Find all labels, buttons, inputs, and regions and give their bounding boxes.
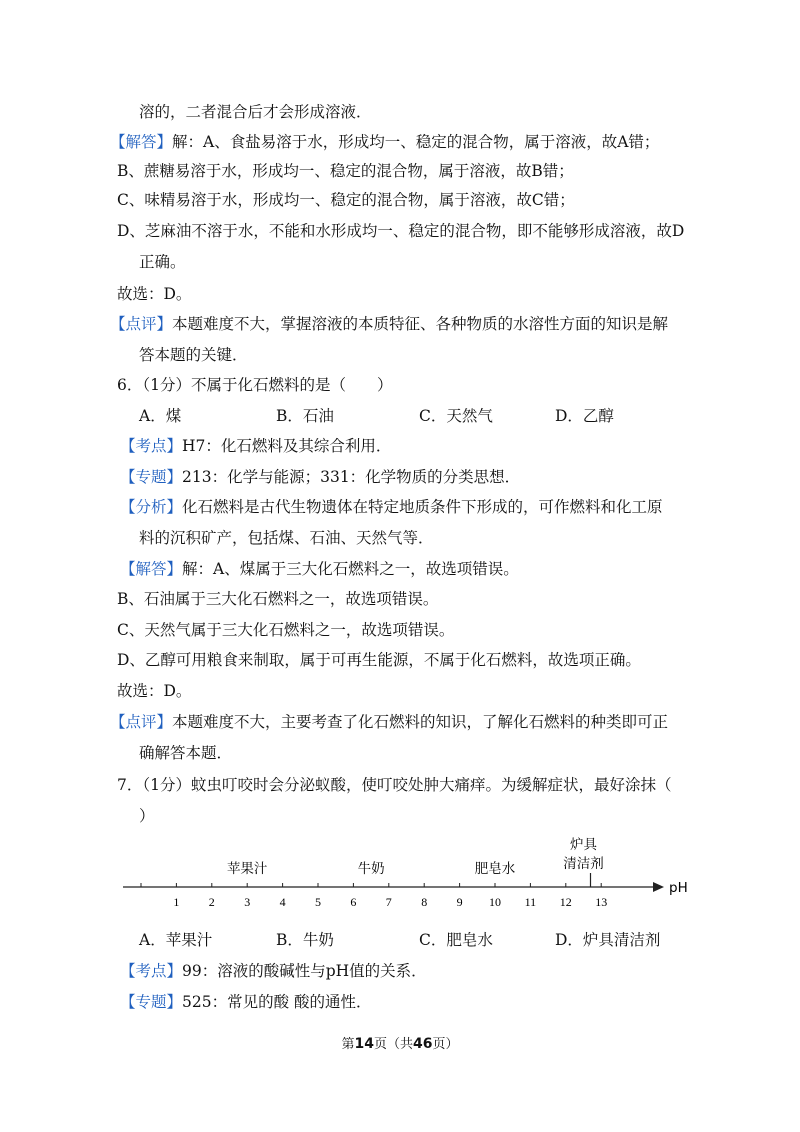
text-line: 【解答】解：A、煤属于三大化石燃料之一，故选项错误。 [120,560,519,578]
text-line: B、石油属于三大化石燃料之一，故选项错误。 [117,590,439,608]
ph-marker-label: 清洁剂 [563,856,604,872]
ph-tick-label: 11 [524,895,537,909]
q6-option-c: C．天然气 [419,407,493,425]
ph-marker-label: 牛奶 [357,861,385,877]
ph-tick-label: 8 [421,895,428,909]
text-line: 【点评】本题难度不大，掌握溶液的本质特征、各种物质的水溶性方面的知识是解 [110,315,669,333]
text-line: 【解答】解：A、食盐易溶于水，形成均一、稳定的混合物，属于溶液，故A错； [110,133,660,151]
ph-tick-label: 1 [173,895,180,909]
text-line: 【专题】213：化学与能源；331：化学物质的分类思想． [120,468,521,486]
section-tag: 【点评】 [110,713,173,731]
page-number: 14 [354,1036,374,1052]
text-line: 故选：D。 [117,285,192,303]
section-tag: 【解答】 [110,133,173,151]
section-tag: 【专题】 [120,993,183,1011]
text-line: B、蔗糖易溶于水，形成均一、稳定的混合物，属于溶液，故B错； [117,162,574,180]
ph-tick-label: 5 [315,895,321,909]
q7-option-d: D．炉具清洁剂 [555,931,661,949]
ph-tick-label: 3 [244,895,251,909]
text-line: 【考点】99：溶液的酸碱性与pH值的关系． [120,962,427,980]
ph-tick-label: 10 [489,895,501,909]
text-line: C、天然气属于三大化石燃料之一，故选项错误。 [117,621,455,639]
section-tag: 【考点】 [120,962,183,980]
text-line: C、味精易溶于水，形成均一、稳定的混合物，属于溶液，故C错； [117,191,575,209]
ph-tick-label: 2 [208,895,215,909]
q7-option-c: C．肥皂水 [419,931,493,949]
text-line: 故选：D。 [117,682,192,700]
text-line: 【专题】525：常见的酸 酸的通性． [120,993,372,1011]
q7-option-a: A．苹果汁 [139,931,213,949]
ph-tick-label: 12 [559,895,572,909]
q6-option-a: A．煤 [139,407,182,425]
text-line: 料的沉积矿产，包括煤、石油、天然气等． [139,529,434,547]
ph-marker-label: 炉具 [570,837,597,853]
q6-option-d: D．乙醇 [555,407,614,425]
text-line: 确解答本题． [139,744,233,762]
ph-tick-label: 9 [456,895,463,909]
ph-marker-label: 肥皂水 [474,861,516,877]
text-line: 【点评】本题难度不大，主要考查了化石燃料的知识，了解化石燃料的种类即可正 [110,713,669,731]
ph-axis-arrow-icon [653,882,664,892]
ph-tick-label: 7 [385,895,392,909]
question-6-stem: 6．（1分）不属于化石燃料的是（ ） [117,376,393,394]
question-7-stem-cont: ） [139,807,155,825]
text-line: 答本题的关键． [139,346,248,364]
text-line: D、芝麻油不溶于水，不能和水形成均一、稳定的混合物，即不能够形成溶液，故D [117,222,685,240]
section-tag: 【专题】 [120,468,183,486]
text-line: 正确。 [139,253,186,271]
ph-tick-label: 6 [350,895,357,909]
ph-tick-label: 4 [279,895,286,909]
q6-option-b: B．石油 [276,407,334,425]
section-tag: 【分析】 [120,498,183,516]
text-line: D、乙醇可用粮食来制取，属于可再生能源，不属于化石燃料，故选项正确。 [117,651,641,669]
ph-tick-label: 13 [595,895,608,909]
text-line: 【分析】化石燃料是古代生物遗体在特定地质条件下形成的，可作燃料和化工原 [120,498,663,516]
section-tag: 【解答】 [120,560,183,578]
question-7-stem: 7．（1分）蚊虫叮咬时会分泌蚁酸，使叮咬处肿大痛痒。为缓解症状，最好涂抹（ [117,776,672,794]
ph-marker-label: 苹果汁 [226,861,268,877]
page-footer: 第14页（共46页） [341,1036,459,1052]
page-total: 46 [413,1036,433,1052]
section-tag: 【点评】 [110,315,173,333]
text-line: 溶的，二者混合后才会形成溶液． [139,103,372,121]
q7-option-b: B．牛奶 [276,931,334,949]
ph-scale-diagram [0,830,800,910]
ph-axis-label: pH [669,880,688,896]
section-tag: 【考点】 [120,437,183,455]
text-line: 【考点】H7：化石燃料及其综合利用． [120,437,392,455]
